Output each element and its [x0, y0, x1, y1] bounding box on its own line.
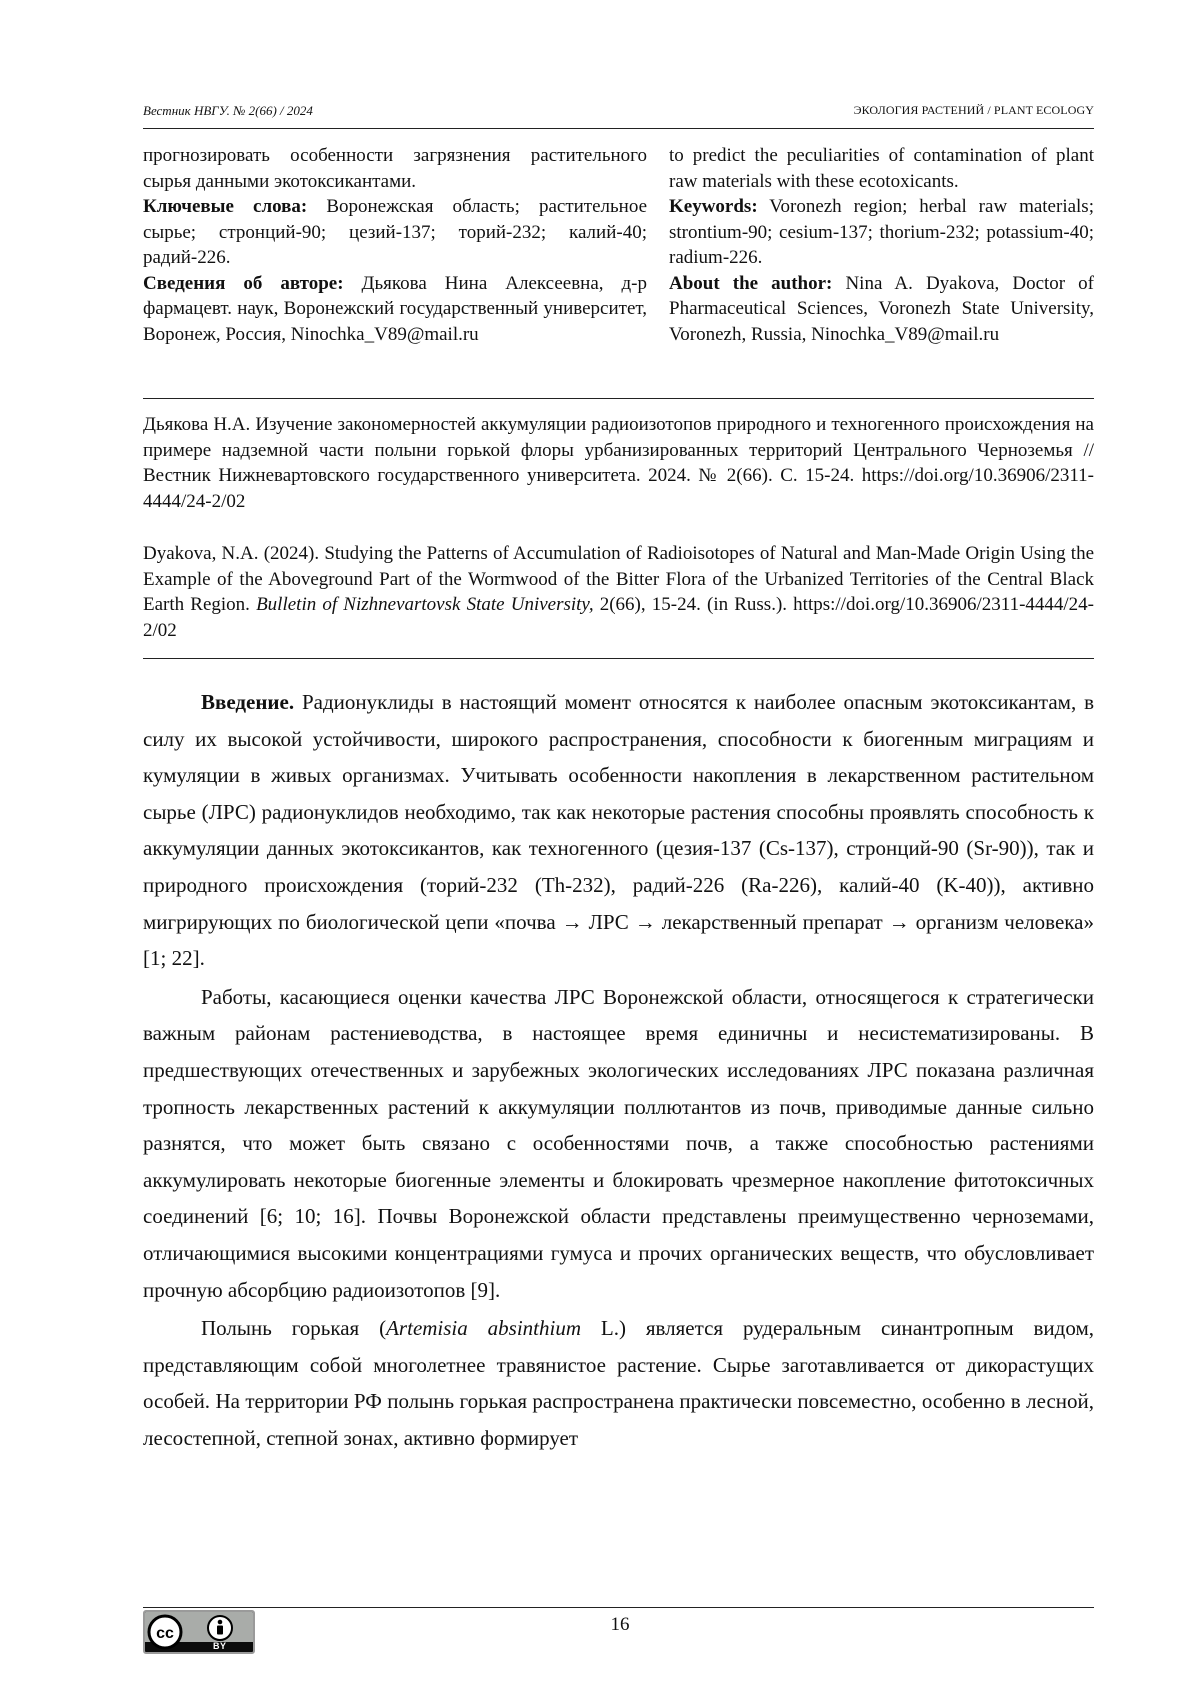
cc-letters-icon: cc [156, 1625, 174, 1642]
journal-issue: Вестник НВГУ. № 2(66) / 2024 [143, 103, 313, 118]
keywords-ru-text: Воронежская область; растительное сырье; стронций-90; цезий-137; торий-232; калий-40; радий-226. [143, 196, 648, 268]
citation-en-journal: Bulletin of Nizhnevartovsk State University, [256, 594, 594, 615]
body-paragraph-3 [143, 1310, 1094, 1456]
species-name: Artemisia absinthium [386, 1316, 582, 1341]
author-ru-label: Сведения об авторе: [143, 272, 344, 294]
citation-ru: Дьякова Н.А. Изучение закономерностей аккумуляции радиоизотопов природного и техногенного происхождения на примере надземной части полыни горькой флоры урбанизированных территорий Центрального Черноземья // Вестник Нижневартовского государственного университета. 2024. № 2(66). С. 15-24. https://doi.org/10.36906/2311-4444/24-2/02 [143, 414, 1094, 512]
author-en-label: About the author: [669, 272, 833, 294]
citation-en-details: 2(66), 15-24. (in Russ.). https://doi.org/10.36906/2311-4444/24-2/02 [143, 594, 1095, 641]
citation-top-rule [143, 398, 1094, 399]
page-number: 16 [610, 1614, 630, 1635]
abstract-ru-tail: прогнозировать особенности загрязнения растительного сырья данными экотоксикантами. [143, 145, 647, 192]
keywords-en [669, 194, 1094, 271]
abstract-en-tail: to predict the peculiarities of contamination of plant raw materials with these ecotoxicants. [669, 145, 1094, 192]
section-title: ЭКОЛОГИЯ РАСТЕНИЙ / PLANT ECOLOGY [853, 103, 1094, 117]
body-paragraph-1 [143, 684, 1094, 977]
abstract-ru [143, 143, 647, 347]
header-rule [143, 128, 1094, 129]
introduction-heading: Введение. [201, 690, 295, 714]
citation-en-text: Dyakova, N.A. (2024). Studying the Patterns of Accumulation of Radioisotopes of Natural and Man-Made Origin Using the Example of the Aboveground Part of the Wormwood of the Bitter Flora of the Urbanized Territories of the Central Black Earth Region. [143, 543, 1094, 615]
citation-en [143, 541, 1094, 643]
keywords-ru-label: Ключевые слова: [143, 196, 308, 217]
by-label: BY [213, 1641, 227, 1651]
citation-bottom-rule [143, 658, 1094, 659]
article-body [143, 684, 1094, 1458]
body-paragraph-2: Работы, касающиеся оценки качества ЛРС Воронежской области, относящегося к стратегически важным районам растениеводства, в настоящее время единичны и несистематизированы. В предшествующих отечественных и зарубежных экологических исследованиях ЛРС показана различная тропность лекарственных растений к аккумуляции поллютантов из почв, приводимые данные сильно разнятся, что может быть связано с особенностями почв, а также способностью растениями аккумулировать некоторые биогенные элементы и блокировать чрезмерное накопление фитотоксичных соединений [6; 10; 16]. Почвы Воронежской области представлены преимущественно черноземами, отличающимися высокими концентрациями гумуса и прочих органических веществ, что обусловливает прочную абсорбцию радиоизотопов [9]. [143, 984, 1094, 1302]
body-paragraph-1-text: Радионуклиды в настоящий момент относятся к наиболее опасным экотоксикантам, в силу их высокой устойчивости, широкого распространения, способности к биогенным миграциям и кумуляции в живых организмах. Учитывать особенности накопления в лекарственном растительном сырье (ЛРС) радионуклидов необходимо, так как некоторые растения способны проявлять способность к аккумуляции данных экотоксикантов, как техногенного (цезия-137 (Cs-137), стронций-90 (Sr-90)), так и природного происхождения (торий-232 (Th-232), радий-226 (Ra-226), калий-40 (K-40)), активно мигрирующих по биологической цепи «почва → ЛРС → лекарственный препарат → организм человека» [1; 22]. [143, 690, 1094, 971]
author-en [669, 271, 1094, 348]
abstract-en [669, 143, 1094, 347]
running-header [143, 103, 1094, 125]
author-ru [143, 271, 647, 348]
keywords-en-text: Voronezh region; herbal raw materials; strontium-90; cesium-137; thorium-232; potassium-40; radium-226. [669, 196, 1094, 268]
keywords-en-label: Keywords: [669, 196, 758, 217]
author-ru-text: Дьякова Нина Алексеевна, д-р фармацевт. наук, Воронежский государственный университет, Воронеж, Россия, Ninochka_V89@mail.ru [143, 272, 647, 345]
author-en-text: Nina A. Dyakova, Doctor of Pharmaceutical Sciences, Voronezh State University, Voronezh, Russia, Ninochka_V89@mail.ru [669, 272, 1095, 345]
body-paragraph-3-start: Полынь горькая ( [201, 1316, 387, 1341]
keywords-ru [143, 194, 647, 271]
body-paragraph-3-rest: L.) является рудеральным синантропным видом, представляющим собой многолетнее травянистое растение. Сырье заготавливается от дикорастущих особей. На территории РФ полынь горькая распространена практически повсеместно, особенно в лесной, лесостепной, степной зонах, активно формирует [143, 1316, 1094, 1450]
footer-rule [143, 1607, 1094, 1608]
